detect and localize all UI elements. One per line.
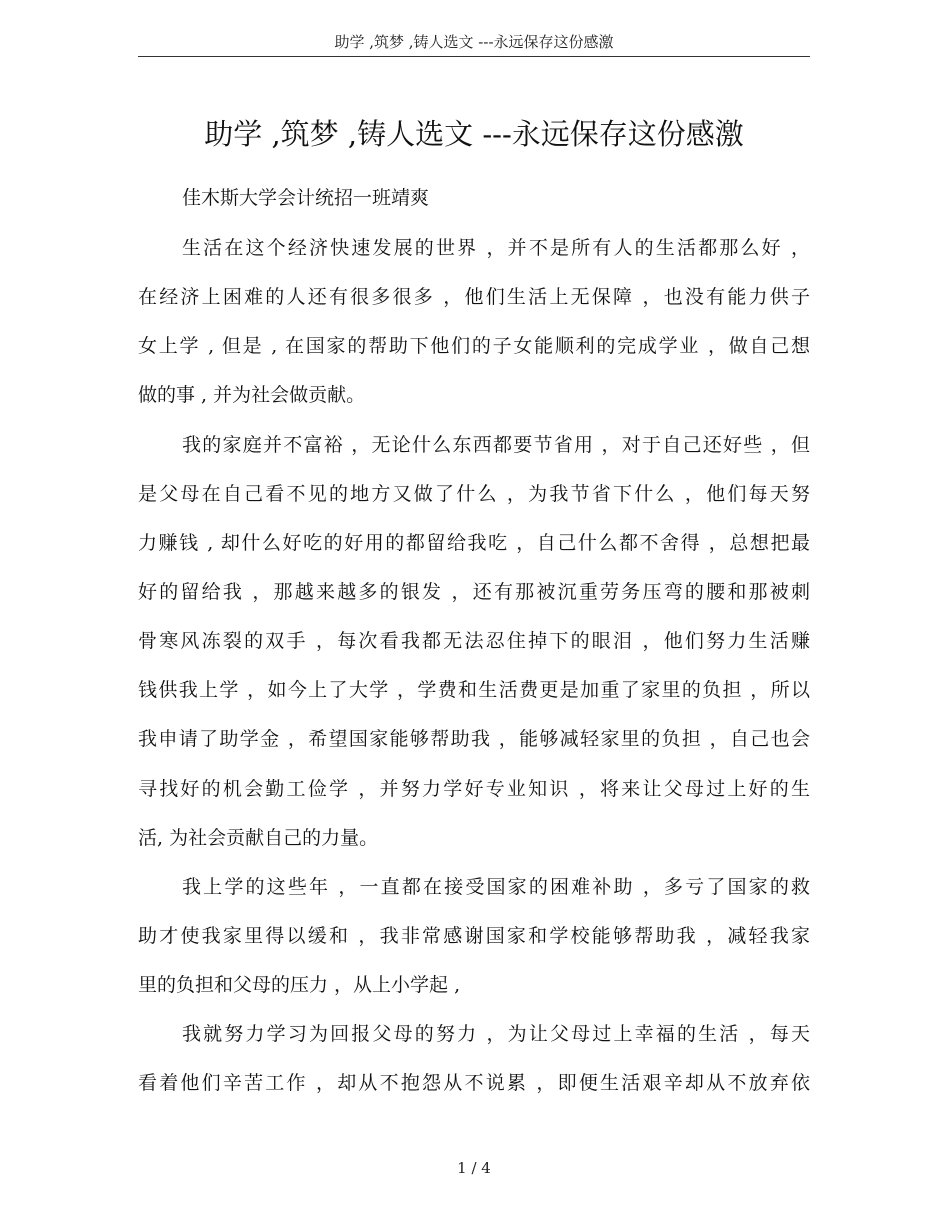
header-divider: [138, 56, 810, 57]
paragraph-line: 看着他们辛苦工作 ，却从不抱怨从不说累 ，即便生活艰辛却从不放弃依: [138, 1072, 810, 1095]
paragraph-line: 寻找好的机会勤工俭学 ，并努力学好专业知识 ，将来让父母过上好的生: [138, 777, 810, 800]
body-text: [138, 230, 810, 1115]
paragraph-line: 我的家庭并不富裕 ，无论什么东西都要节省用 ，对于自己还好些 ，但: [182, 433, 810, 456]
paragraph-line: 是父母在自己看不见的地方又做了什么 ，为我节省下什么 ，他们每天努: [138, 482, 810, 505]
page-number: 1 / 4: [457, 1159, 491, 1177]
paragraph-line: 骨寒风冻裂的双手 ，每次看我都无法忍住掉下的眼泪 ，他们努力生活赚: [138, 630, 810, 653]
paragraph-line: 女上学 , 但是 , 在国家的帮助下他们的子女能顺利的完成学业 ，做自己想: [138, 335, 810, 358]
author-byline: 佳木斯大学会计统招一班靖爽: [182, 187, 430, 209]
paragraph-line: 在经济上困难的人还有很多很多 ，他们生活上无保障 ，也没有能力供子: [138, 286, 810, 309]
paragraph-line: 好的留给我 ，那越来越多的银发 ，还有那被沉重劳务压弯的腰和那被刺: [138, 580, 810, 603]
paragraph-line: 助才使我家里得以缓和 ，我非常感谢国家和学校能够帮助我 ，减轻我家: [138, 924, 810, 947]
paragraph-line: 生活在这个经济快速发展的世界 ，并不是所有人的生活都那么好 ，: [182, 237, 810, 259]
paragraph-line: 钱供我上学 ，如今上了大学 ，学费和生活费更是加重了家里的负担 ，所以: [138, 679, 810, 702]
paragraph-line: 力赚钱 , 却什么好吃的好用的都留给我吃 ，自己什么都不舍得 ，总想把最: [138, 531, 810, 554]
paragraph-line: 我申请了助学金 ，希望国家能够帮助我 ，能够减轻家里的负担 ，自己也会: [138, 728, 810, 751]
paragraph-line: 做的事 , 并为社会做贡献。: [138, 384, 366, 407]
paragraph-line: 我上学的这些年 ，一直都在接受国家的困难补助 ，多亏了国家的救: [182, 875, 810, 898]
running-header: 助学 ,筑梦 ,铸人选文 ---永远保存这份感激: [334, 33, 614, 51]
paragraph-line: 我就努力学习为回报父母的努力 ，为让父母过上幸福的生活 ，每天: [182, 1023, 810, 1046]
document-title: 助学 ,筑梦 ,铸人选文 ---永远保存这份感激: [204, 117, 744, 151]
paragraph-line: 里的负担和父母的压力 ，从上小学起 ,: [138, 974, 461, 997]
paragraph-line: 活, 为社会贡献自己的力量。: [138, 826, 379, 849]
